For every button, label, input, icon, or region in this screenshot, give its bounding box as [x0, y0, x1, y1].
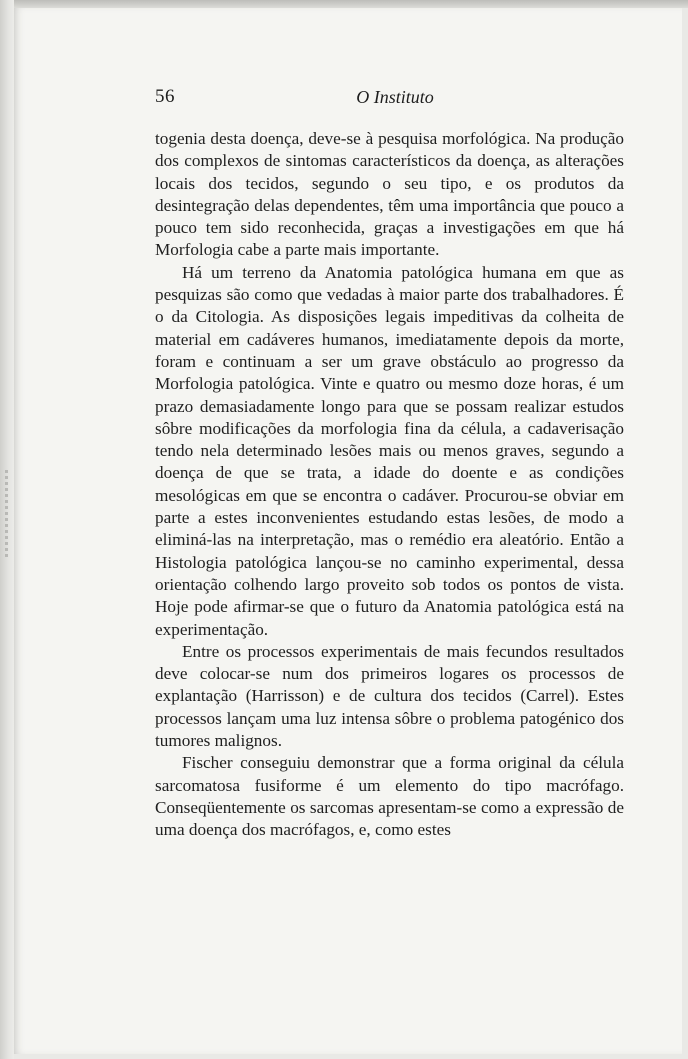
page-number: 56 — [155, 86, 175, 107]
book-spine-gutter — [0, 0, 14, 1059]
paragraph-processos-experimentais: Entre os processos experimentais de mais fecundos resultados deve colocar-se num dos primeiros logares os processos de explantação (Harrisson) e de cultura dos tecidos (Carrel). Estes processos lançam uma luz intensa sôbre o problema patogénico dos tumores malignos. — [155, 641, 624, 751]
body-text — [155, 128, 624, 842]
paragraph-fischer: Fischer conseguiu demonstrar que a forma original da célula sarcomatosa fusiforme é um elemento do tipo macrófago. Conseqüentemente os sarcomas apresentam-se como a expressão de uma doença dos macrófagos, e, como estes — [155, 753, 624, 840]
page-top-edge — [14, 0, 688, 8]
page-header — [155, 86, 625, 110]
paragraph-continuation: togenia desta doença, deve-se à pesquisa morfológica. Na produção dos complexos de sintomas característicos da doença, as alterações locais dos tecidos, segundo o seu tipo, e os produtos da desintegração delas dependentes, têm uma importância que pouco a pouco tem sido reconhecida, graças a investigações em que há Morfologia cabe a parte mais importante. — [155, 129, 624, 260]
paragraph-citologia: Há um terreno da Anatomia patológica humana em que as pesquizas são como que vedadas à maior parte dos trabalhadores. É o da Citologia. As disposições legais impeditivas da colheita de material em cadáveres humanos, imediatamente depois da morte, foram e continuam a ser um grave obstáculo ao progresso da Morfologia patológica. Vinte e quatro ou mesmo doze horas, é um prazo demasiadamente longo para que se possam realizar estudos sôbre modificações da morfologia fina da célula, a cadaverisação tendo nela determinado lesões mais ou menos graves, segundo a doença de que se trata, a idade do doente e as condições mesológicas em que se encontra o cadáver. Procurou-se obviar em parte a estes inconvenientes estudando estas lesões, de modo a eliminá-las na interpretação, mas o remédio era aleatório. Então a Histologia patológica lançou-se no caminho experimental, dessa orientação colhendo largo proveito sob todos os pontos de vista. Hoje pode afirmar-se que o futuro da Anatomia patológica está na experimentação. — [155, 262, 624, 639]
running-title: O Instituto — [356, 87, 434, 107]
